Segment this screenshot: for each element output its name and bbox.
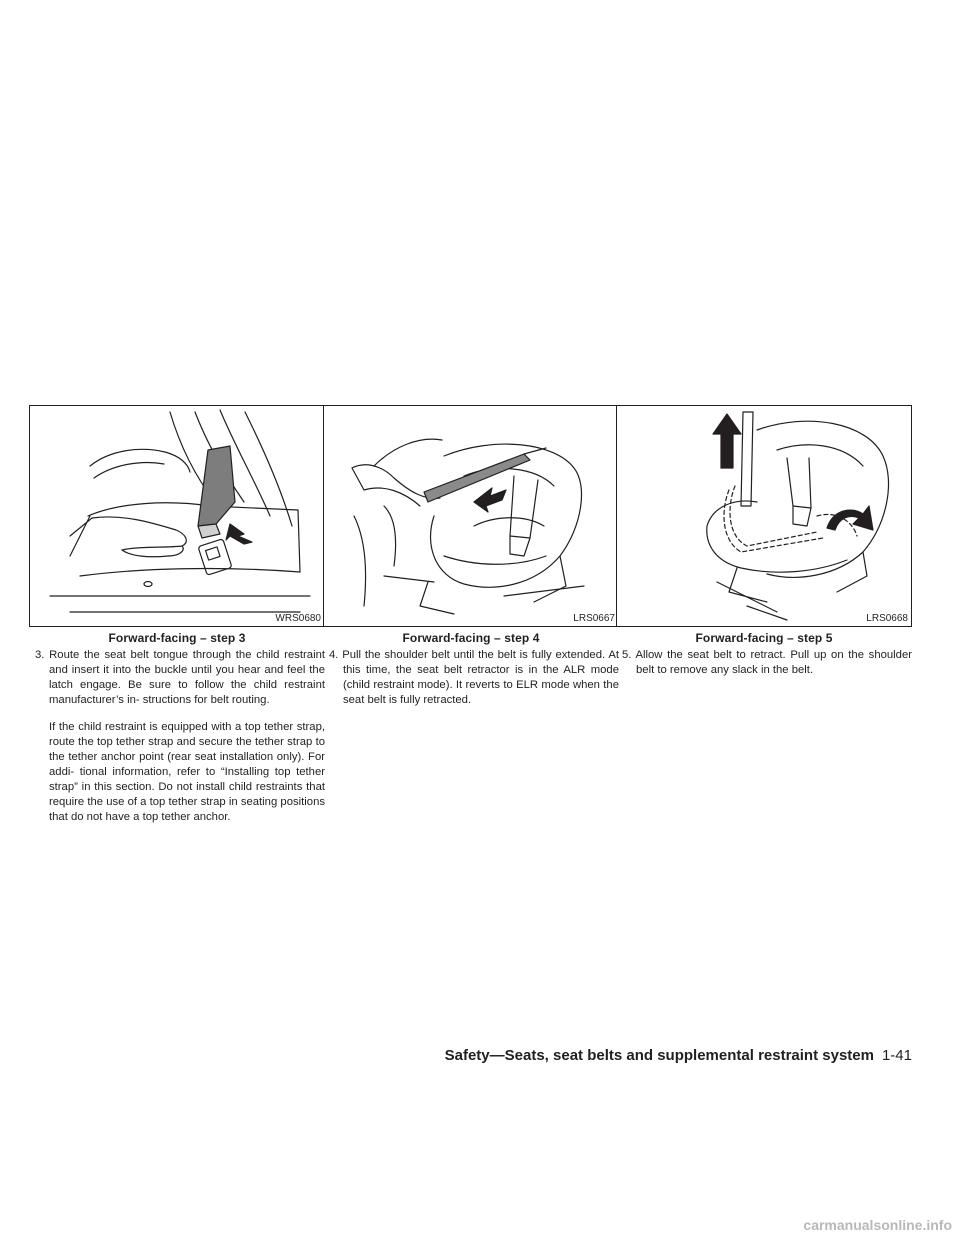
figure-code: LRS0668 — [866, 613, 908, 624]
buckle-latch-illustration-icon — [30, 406, 324, 626]
page-number: 1-41 — [881, 1047, 912, 1064]
figure-caption: Forward-facing – step 5 — [695, 631, 833, 645]
section-title: Safety—Seats, seat belts and supplemental restraint system — [444, 1047, 874, 1064]
step-4-text: 4. Pull the shoulder belt until the belt is fully extended. At this time, the seat belt retractor is in the ALR mode (child restraint mode). It reverts to ELR mode when the seat belt is fully retracted. — [329, 649, 619, 706]
step-5-text: 5. Allow the seat belt to retract. Pull up on the shoulder belt to remove any slack in the belt. — [622, 649, 912, 676]
figure-caption: Forward-facing – step 3 — [108, 631, 246, 645]
page-footer — [445, 1047, 912, 1064]
step-3-note: If the child restraint is equipped with a top tether strap, route the top tether strap and secure the tether strap to the tether anchor point (rear seat installation only). For addi- tional information, refer to “Installing top tether strap” in this section. Do not install child restraints that require the use of a top tether strap in seating positions that do not have a top tether anchor. — [49, 721, 325, 823]
figure-step-5 — [616, 405, 912, 627]
figure-step-4 — [323, 405, 619, 627]
belt-retract-illustration-icon — [617, 406, 911, 626]
figure-caption: Forward-facing – step 4 — [402, 631, 540, 645]
figure-code: LRS0667 — [573, 613, 615, 624]
column-step-3 — [29, 405, 325, 825]
shoulder-belt-pull-illustration-icon — [324, 406, 618, 626]
watermark: carmanualsonline.info — [803, 1217, 952, 1233]
step-3-text: 3. Route the seat belt tongue through the child restraint and insert it into the buckle until you hear and feel the latch engage. Be sure to follow the child restraint manufacturer’s in- structions for belt routing. — [35, 649, 325, 706]
column-step-4 — [323, 405, 619, 708]
column-step-5 — [616, 405, 912, 678]
figure-code: WRS0680 — [275, 613, 321, 624]
figure-step-3 — [29, 405, 325, 627]
